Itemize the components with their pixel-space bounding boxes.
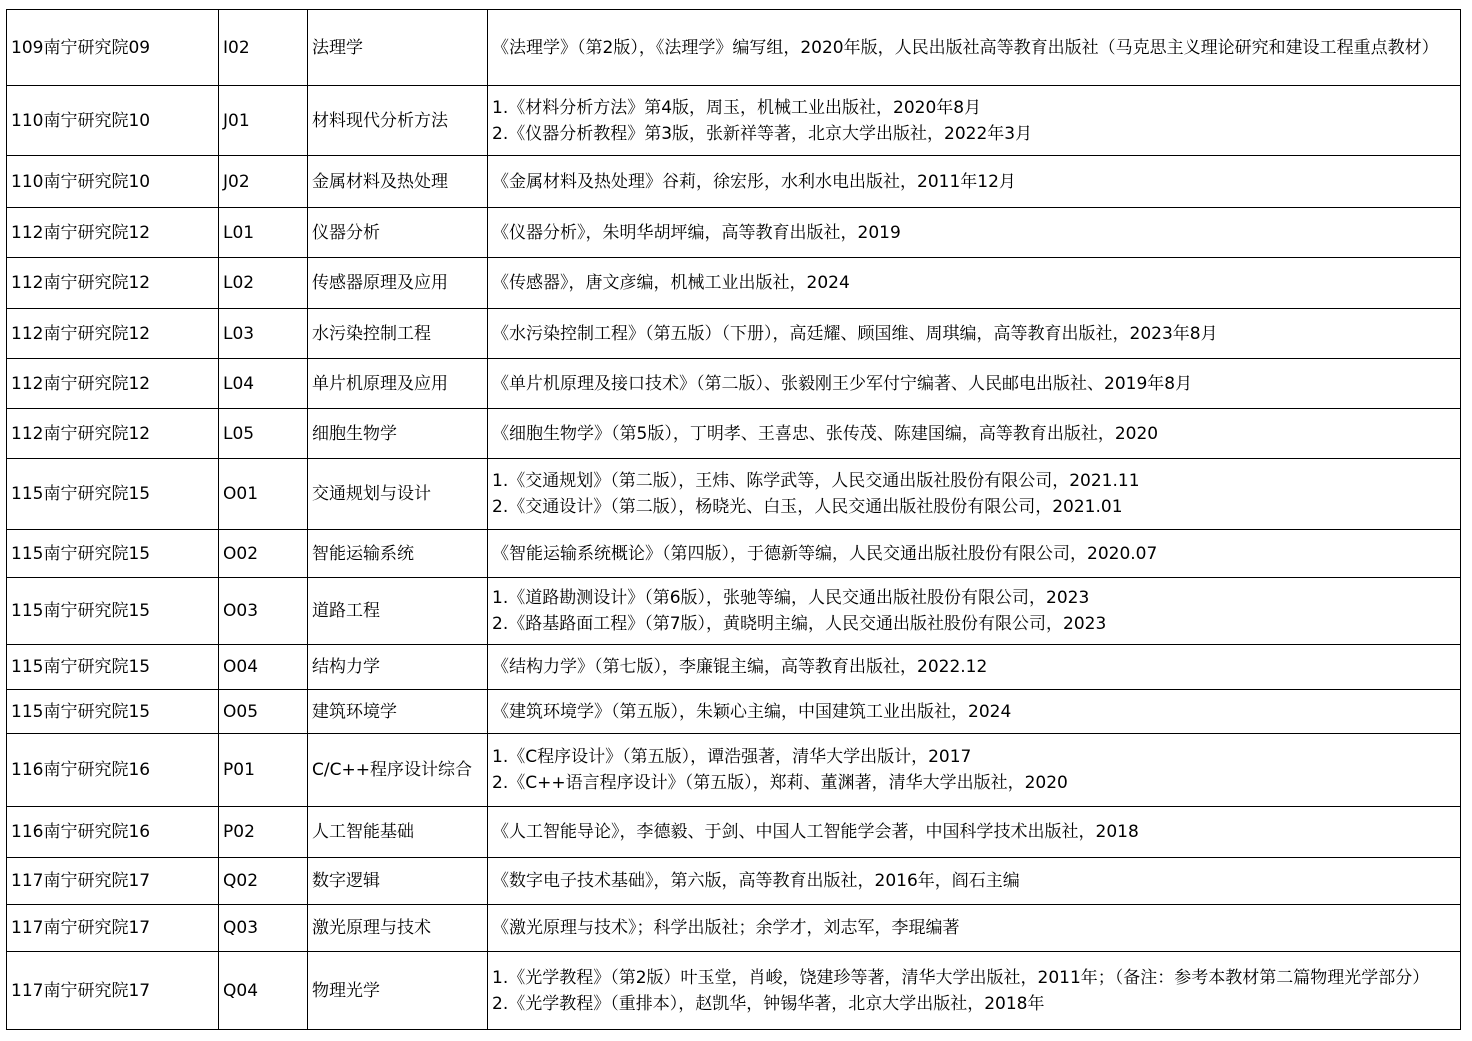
institute-cell: 110南宁研究院10 — [7, 156, 219, 208]
code-cell: P01 — [219, 734, 308, 807]
subject-cell: 法理学 — [308, 10, 488, 86]
table-row — [7, 858, 1461, 905]
reference-line: 1.《道路勘测设计》（第6版），张驰等编，人民交通出版社股份有限公司，2023 — [492, 588, 1090, 608]
institute-cell: 116南宁研究院16 — [7, 734, 219, 807]
reference-line: 《细胞生物学》（第5版），丁明孝、王喜忠、张传茂、陈建国编，高等教育出版社，2020 — [492, 423, 1159, 444]
subject-cell: 仪器分析 — [308, 208, 488, 258]
table-row — [7, 905, 1461, 952]
subject-cell: 交通规划与设计 — [308, 459, 488, 530]
reference-line: 《建筑环境学》（第五版），朱颖心主编，中国建筑工业出版社，2024 — [492, 701, 1012, 722]
reference-cell — [488, 578, 1461, 645]
institute-cell: 110南宁研究院10 — [7, 86, 219, 156]
table-row — [7, 807, 1461, 858]
subject-cell: 水污染控制工程 — [308, 309, 488, 359]
institute-cell: 115南宁研究院15 — [7, 690, 219, 734]
reference-cell — [488, 807, 1461, 858]
subject-cell: 金属材料及热处理 — [308, 156, 488, 208]
subject-cell: 材料现代分析方法 — [308, 86, 488, 156]
reference-cell — [488, 156, 1461, 208]
institute-cell: 112南宁研究院12 — [7, 208, 219, 258]
reference-line: 2.《仪器分析教程》第3版，张新祥等著，北京大学出版社，2022年3月 — [492, 123, 1033, 144]
subject-cell: 物理光学 — [308, 952, 488, 1030]
table-row — [7, 530, 1461, 578]
code-cell: L01 — [219, 208, 308, 258]
subject-cell: 建筑环境学 — [308, 690, 488, 734]
code-cell: P02 — [219, 807, 308, 858]
code-cell: O04 — [219, 645, 308, 690]
subject-cell: C/C++程序设计综合 — [308, 734, 488, 807]
code-cell: O02 — [219, 530, 308, 578]
reference-line: 《传感器》，唐文彦编，机械工业出版社，2024 — [492, 273, 850, 293]
code-cell: Q03 — [219, 905, 308, 952]
subject-cell: 结构力学 — [308, 645, 488, 690]
subject-cell: 单片机原理及应用 — [308, 359, 488, 409]
table-row — [7, 156, 1461, 208]
code-cell: J02 — [219, 156, 308, 208]
subject-cell: 传感器原理及应用 — [308, 258, 488, 309]
institute-cell: 109南宁研究院09 — [7, 10, 219, 86]
institute-cell: 112南宁研究院12 — [7, 309, 219, 359]
table-row — [7, 690, 1461, 734]
table-row — [7, 10, 1461, 86]
institute-cell: 117南宁研究院17 — [7, 952, 219, 1030]
reference-table-sheet — [6, 9, 1460, 1030]
institute-cell: 112南宁研究院12 — [7, 258, 219, 309]
reference-cell — [488, 409, 1461, 459]
code-cell: L02 — [219, 258, 308, 309]
reference-cell — [488, 905, 1461, 952]
code-cell: I02 — [219, 10, 308, 86]
code-cell: L03 — [219, 309, 308, 359]
table-row — [7, 409, 1461, 459]
table-row — [7, 86, 1461, 156]
reference-line: 《数字电子技术基础》，第六版，高等教育出版社，2016年，阎石主编 — [492, 871, 1020, 891]
institute-cell: 115南宁研究院15 — [7, 530, 219, 578]
reference-line: 《智能运输系统概论》（第四版），于德新等编，人民交通出版社股份有限公司，2020.07 — [492, 543, 1158, 564]
institute-cell: 115南宁研究院15 — [7, 645, 219, 690]
reference-cell — [488, 208, 1461, 258]
subject-cell: 智能运输系统 — [308, 530, 488, 578]
institute-cell: 115南宁研究院15 — [7, 459, 219, 530]
reference-table — [6, 9, 1461, 1030]
reference-line: 1.《C程序设计》（第五版），谭浩强著，清华大学出版计，2017 — [492, 747, 972, 767]
table-row — [7, 359, 1461, 409]
reference-cell — [488, 86, 1461, 156]
reference-cell — [488, 952, 1461, 1030]
reference-cell — [488, 258, 1461, 309]
subject-cell: 数字逻辑 — [308, 858, 488, 905]
institute-cell: 112南宁研究院12 — [7, 359, 219, 409]
table-row — [7, 578, 1461, 645]
subject-cell: 激光原理与技术 — [308, 905, 488, 952]
reference-line: 2.《光学教程》（重排本），赵凯华，钟锡华著，北京大学出版社，2018年 — [492, 993, 1045, 1014]
subject-cell: 人工智能基础 — [308, 807, 488, 858]
reference-cell — [488, 309, 1461, 359]
code-cell: L05 — [219, 409, 308, 459]
table-row — [7, 309, 1461, 359]
code-cell: J01 — [219, 86, 308, 156]
reference-line: 《仪器分析》，朱明华胡坪编，高等教育出版社，2019 — [492, 222, 901, 243]
reference-line: 《法理学》（第2版），《法理学》编写组，2020年版，人民出版社高等教育出版社（马克思主义理论研究和建设工程重点教材） — [492, 37, 1439, 58]
table-row — [7, 459, 1461, 530]
table-row — [7, 208, 1461, 258]
reference-line: 《金属材料及热处理》谷莉，徐宏彤，水利水电出版社，2011年12月 — [492, 171, 1016, 192]
code-cell: O05 — [219, 690, 308, 734]
subject-cell: 细胞生物学 — [308, 409, 488, 459]
reference-cell — [488, 10, 1461, 86]
institute-cell: 117南宁研究院17 — [7, 905, 219, 952]
code-cell: Q04 — [219, 952, 308, 1030]
reference-line: 《单片机原理及接口技术》（第二版）、张毅刚王少军付宁编著、人民邮电出版社、2019年8月 — [492, 373, 1193, 394]
reference-line: 2.《路基路面工程》（第7版），黄晓明主编，人民交通出版社股份有限公司，2023 — [492, 614, 1107, 634]
institute-cell: 117南宁研究院17 — [7, 858, 219, 905]
reference-line: 1.《光学教程》（第2版）叶玉堂，肖峻，饶建珍等著，清华大学出版社，2011年；（备注：参考本教材第二篇物理光学部分） — [492, 967, 1430, 988]
institute-cell: 116南宁研究院16 — [7, 807, 219, 858]
institute-cell: 112南宁研究院12 — [7, 409, 219, 459]
reference-line: 《结构力学》（第七版），李廉锟主编，高等教育出版社，2022.12 — [492, 657, 988, 677]
reference-line: 2.《交通设计》（第二版），杨晓光、白玉，人民交通出版社股份有限公司，2021.01 — [492, 497, 1123, 517]
reference-line: 1.《交通规划》（第二版），王炜、陈学武等，人民交通出版社股份有限公司，2021.11 — [492, 471, 1140, 491]
reference-cell — [488, 734, 1461, 807]
subject-cell: 道路工程 — [308, 578, 488, 645]
reference-cell — [488, 858, 1461, 905]
reference-cell — [488, 459, 1461, 530]
table-row — [7, 645, 1461, 690]
reference-cell — [488, 359, 1461, 409]
table-row — [7, 258, 1461, 309]
reference-line: 2.《C++语言程序设计》（第五版），郑莉、董渊著，清华大学出版社，2020 — [492, 773, 1068, 793]
code-cell: L04 — [219, 359, 308, 409]
reference-line: 《水污染控制工程》（第五版）（下册），高廷耀、顾国维、周琪编，高等教育出版社，2023年8月 — [492, 323, 1218, 344]
reference-line: 《人工智能导论》，李德毅、于剑、中国人工智能学会著，中国科学技术出版社，2018 — [492, 822, 1139, 842]
table-row — [7, 952, 1461, 1030]
table-row — [7, 734, 1461, 807]
code-cell: O03 — [219, 578, 308, 645]
reference-cell — [488, 530, 1461, 578]
reference-cell — [488, 645, 1461, 690]
reference-cell — [488, 690, 1461, 734]
code-cell: O01 — [219, 459, 308, 530]
reference-line: 《激光原理与技术》；科学出版社；余学才，刘志军，李琨编著 — [492, 918, 960, 938]
code-cell: Q02 — [219, 858, 308, 905]
institute-cell: 115南宁研究院15 — [7, 578, 219, 645]
reference-line: 1.《材料分析方法》第4版，周玉，机械工业出版社，2020年8月 — [492, 97, 982, 118]
